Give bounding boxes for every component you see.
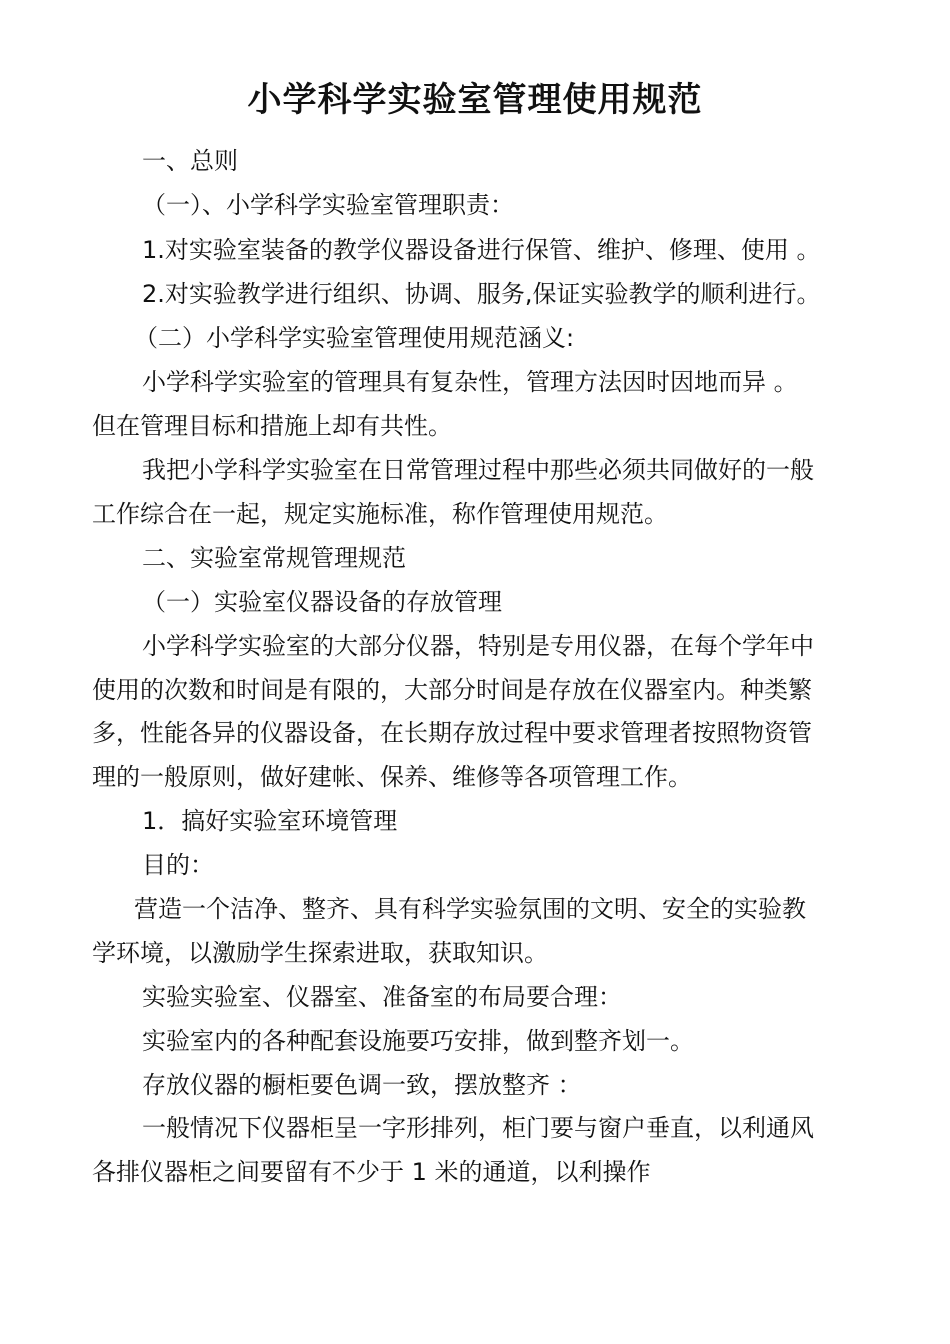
paragraph-line: 存放仪器的橱柜要色调一致，摆放整齐 ： — [142, 1071, 582, 1099]
subsection-heading-responsibilities: （一）、小学科学实验室管理职责： — [142, 191, 514, 219]
paragraph-line: 小学科学实验室的大部分仪器，特别是专用仪器，在每个学年中 — [142, 632, 814, 660]
item-heading-environment: 1．搞好实验室环境管理 — [142, 807, 398, 835]
section-heading-routine-management: 二、实验室常规管理规范 — [142, 544, 406, 572]
paragraph-line: 小学科学实验室的管理具有复杂性，管理方法因时因地而异 。 — [142, 368, 798, 396]
section-heading-general: 一、总则 — [142, 147, 238, 175]
subsection-heading-storage: （一）实验室仪器设备的存放管理 — [142, 588, 502, 616]
paragraph-line: 1.对实验室装备的教学仪器设备进行保管、维护、修理、使用 。 — [142, 236, 821, 264]
paragraph-line: 我把小学科学实验室在日常管理过程中那些必须共同做好的一般 — [142, 456, 814, 484]
paragraph-line: 工作综合在一起，规定实施标准，称作管理使用规范。 — [92, 500, 668, 528]
document-title: 小学科学实验室管理使用规范 — [247, 80, 703, 120]
paragraph-line: 各排仪器柜之间要留有不少于 1 米的通道，以利操作 — [92, 1158, 651, 1186]
paragraph-line: 实验实验室、仪器室、准备室的布局要合理： — [142, 983, 622, 1011]
paragraph-line: 2.对实验教学进行组织、协调、服务,保证实验教学的顺利进行。 — [142, 280, 821, 308]
paragraph-line: 多，性能各异的仪器设备，在长期存放过程中要求管理者按照物资管 — [92, 719, 812, 747]
paragraph-line: 但在管理目标和措施上却有共性。 — [92, 412, 452, 440]
paragraph-line: 实验室内的各种配套设施要巧安排，做到整齐划一。 — [142, 1027, 694, 1055]
paragraph-line: 一般情况下仪器柜呈一字形排列，柜门要与窗户垂直，以利通风 — [142, 1114, 814, 1142]
paragraph-line: 学环境，以激励学生探索进取，获取知识。 — [92, 939, 548, 967]
paragraph-line: 理的一般原则，做好建帐、保养、维修等各项管理工作。 — [92, 763, 692, 791]
paragraph-line: 使用的次数和时间是有限的，大部分时间是存放在仪器室内。种类繁 — [92, 676, 812, 704]
subsection-heading-definition: （二）小学科学实验室管理使用规范涵义: — [134, 324, 575, 352]
paragraph-line: 目的： — [142, 851, 214, 879]
paragraph-line: 营造一个洁净、整齐、具有科学实验氛围的文明、安全的实验教 — [134, 895, 806, 923]
